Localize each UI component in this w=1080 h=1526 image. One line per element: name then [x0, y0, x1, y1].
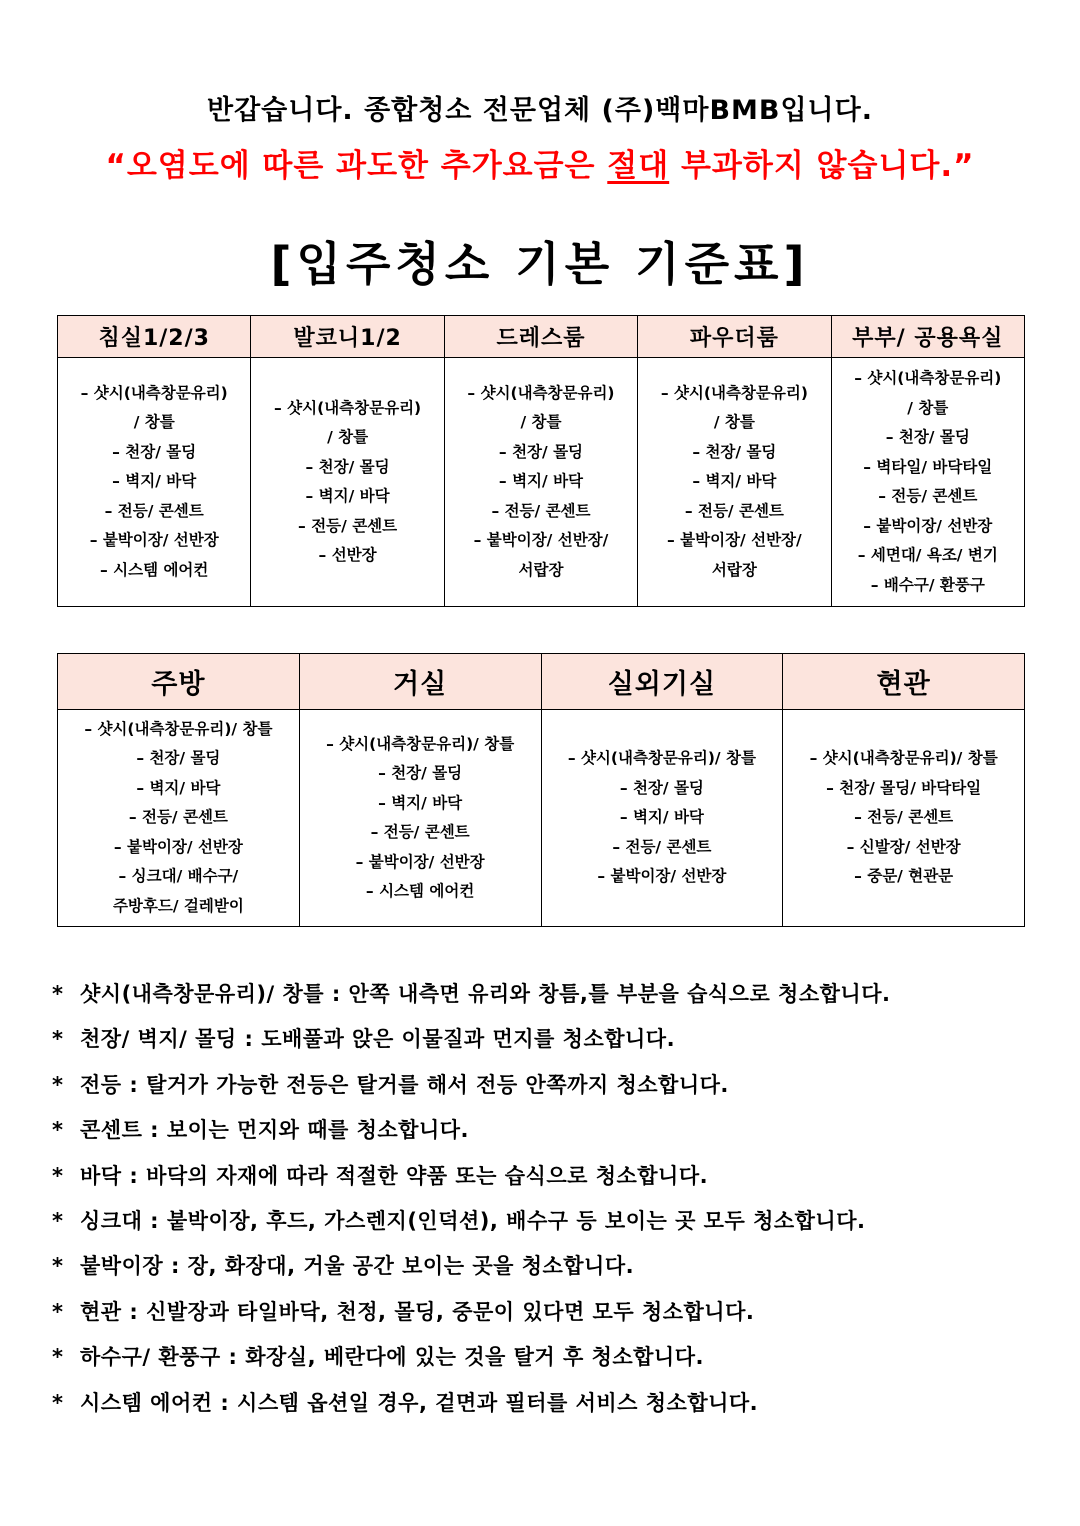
checklist-item: / 창틀: [133, 413, 175, 432]
powder-room-items: [638, 358, 831, 607]
checklist-item: – 샷시(내측창문유리): [80, 383, 228, 402]
header-powder-room: 파우더룸: [638, 316, 831, 358]
dressroom-items: [444, 358, 637, 607]
notice-text-after: 부과하지 않습니다.”: [669, 148, 975, 184]
checklist-item: – 벽지/ 바닥: [112, 472, 197, 491]
checklist-item: – 샷시(내측창문유리)/ 창틀: [84, 719, 273, 738]
note-text: 바닥 : 바닥의 자재에 따라 적절한 약품 또는 습식으로 청소합니다.: [80, 1163, 709, 1188]
note-item: [52, 1199, 1062, 1244]
bedroom-items: [58, 358, 251, 607]
checklist-item: – 선반장: [318, 546, 377, 564]
bullet-asterisk: *: [52, 1072, 64, 1097]
header-balcony: 발코니1/2: [251, 316, 444, 358]
header-dressroom: 드레스룸: [444, 316, 637, 358]
note-text: 현관 : 신발장과 타일바닥, 천정, 몰딩, 중문이 있다면 모두 청소합니다.: [80, 1299, 755, 1324]
note-item: [52, 1017, 1062, 1062]
bullet-asterisk: *: [52, 1299, 64, 1324]
checklist-item: – 전등/ 콘센트: [878, 487, 978, 505]
table2-body-row: [58, 710, 1025, 927]
checklist-item: – 중문/ 현관문: [854, 867, 954, 886]
checklist-item: – 배수구/ 환풍구: [870, 575, 985, 594]
note-text: 붙박이장 : 장, 화장대, 거울 공간 보이는 곳을 청소합니다.: [80, 1254, 635, 1279]
page-title: [입주청소 기본 기준표]: [270, 237, 810, 291]
checklist-item: – 샷시(내측창문유리)/ 창틀: [809, 749, 998, 768]
note-text: 시스템 에어컨 : 시스템 옵션일 경우, 겉면과 필터를 서비스 청소합니다.: [80, 1390, 759, 1415]
checklist-item: – 시스템 에어컨: [365, 882, 475, 900]
checklist-item: – 샷시(내측창문유리): [274, 398, 422, 417]
balcony-items: [251, 358, 444, 607]
checklist-item: – 전등/ 콘센트: [370, 823, 470, 841]
header-bathroom: 부부/ 공용욕실: [831, 316, 1024, 358]
checklist-item: – 샷시(내측창문유리): [854, 369, 1002, 387]
checklist-item: 서랍장: [518, 560, 564, 579]
notice-text-before: “오염도에 따른 과도한 추가요금은: [105, 148, 608, 184]
checklist-item: – 싱크대/ 배수구/: [118, 867, 239, 886]
checklist-item: 주방후드/ 걸레받이: [112, 896, 244, 915]
checklist-item: – 천장/ 몰딩: [305, 457, 390, 476]
checklist-item: – 신발장/ 선반장: [846, 837, 961, 856]
note-item: [52, 1063, 1062, 1108]
intro-heading: 반갑습니다. 종합청소 전문업체 (주)백마BMB입니다.: [207, 95, 873, 126]
note-item: [52, 1290, 1062, 1335]
checklist-item: – 시스템 에어컨: [100, 560, 209, 579]
checklist-item: – 천장/ 몰딩: [378, 764, 463, 782]
note-item: [52, 972, 1062, 1017]
bullet-asterisk: *: [52, 1254, 64, 1279]
table2-header-row: [58, 654, 1025, 710]
checklist-item: – 천장/ 몰딩: [692, 442, 777, 461]
header-utility-room: 실외기실: [541, 654, 783, 710]
checklist-item: – 벽지/ 바닥: [498, 472, 584, 491]
header-living-room: 거실: [299, 654, 541, 710]
note-text: 샷시(내측창문유리)/ 창틀 : 안쪽 내측면 유리와 창틈,틀 부분을 습식으로 청소합니다.: [80, 982, 891, 1006]
checklist-item: – 샷시(내측창문유리)/ 창틀: [326, 734, 515, 753]
note-item: [52, 1381, 1062, 1426]
checklist-item: – 벽지/ 바닥: [136, 778, 221, 797]
checklist-item: – 붙박이장/ 선반장/: [473, 531, 609, 550]
checklist-item: – 천장/ 몰딩: [112, 442, 197, 461]
checklist-item: – 전등/ 콘센트: [684, 501, 784, 520]
checklist-item: – 붙박이장/ 선반장: [113, 837, 243, 856]
table1-header-row: [58, 316, 1025, 358]
checklist-item: – 벽지/ 바닥: [378, 793, 463, 812]
checklist-item: – 붙박이장/ 선반장/: [667, 531, 802, 550]
note-text: 싱크대 : 붙박이장, 후드, 가스렌지(인덕션), 배수구 등 보이는 곳 모두 청소합니다.: [80, 1208, 866, 1233]
entrance-items: [783, 710, 1025, 927]
bathroom-items: [831, 358, 1024, 607]
header-entrance: 현관: [783, 654, 1025, 710]
header-kitchen: 주방: [58, 654, 300, 710]
checklist-item: 서랍장: [711, 560, 757, 579]
checklist-item: – 천장/ 몰딩: [885, 428, 970, 446]
note-item: [52, 1154, 1062, 1199]
checklist-item: – 샷시(내측창문유리): [660, 383, 808, 402]
kitchen-items: [58, 710, 300, 927]
checklist-item: – 전등/ 콘센트: [491, 501, 591, 520]
bullet-asterisk: *: [52, 982, 64, 1006]
checklist-item: / 창틀: [713, 413, 755, 432]
checklist-item: – 전등/ 콘센트: [128, 808, 228, 827]
checklist-item: – 벽타일/ 바닥타일: [863, 457, 993, 476]
checklist-item: – 천장/ 몰딩: [136, 749, 221, 768]
room-checklist-table-1: [57, 315, 1025, 607]
cleaning-notes-list: [52, 972, 1062, 1426]
checklist-item: – 세면대/ 욕조/ 변기: [857, 546, 998, 564]
note-item: [52, 1244, 1062, 1289]
checklist-item: – 천장/ 몰딩/ 바닥타일: [826, 778, 982, 797]
checklist-item: / 창틀: [327, 428, 369, 446]
checklist-item: – 전등/ 콘센트: [104, 501, 204, 520]
checklist-item: – 샷시(내측창문유리): [467, 383, 615, 402]
checklist-item: – 붙박이장/ 선반장: [597, 867, 727, 886]
checklist-item: – 전등/ 콘센트: [298, 516, 398, 535]
bullet-asterisk: *: [52, 1163, 64, 1188]
checklist-item: – 붙박이장/ 선반장: [863, 516, 993, 535]
note-item: [52, 1108, 1062, 1153]
header-bedroom: 침실1/2/3: [58, 316, 251, 358]
note-text: 천장/ 벽지/ 몰딩 : 도배풀과 앉은 이물질과 먼지를 청소합니다.: [80, 1027, 676, 1052]
note-text: 전등 : 탈거가 가능한 전등은 탈거를 해서 전등 안쪽까지 청소합니다.: [80, 1072, 729, 1097]
checklist-item: – 샷시(내측창문유리)/ 창틀: [567, 749, 756, 768]
utility-room-items: [541, 710, 783, 927]
note-item: [52, 1335, 1062, 1380]
checklist-item: – 붙박이장/ 선반장: [355, 852, 485, 871]
checklist-item: / 창틀: [520, 413, 562, 432]
table1-body-row: [58, 358, 1025, 607]
checklist-item: – 벽지/ 바닥: [619, 808, 704, 827]
bullet-asterisk: *: [52, 1118, 64, 1143]
room-checklist-table-2: [57, 653, 1025, 927]
bullet-asterisk: *: [52, 1208, 64, 1233]
bullet-asterisk: *: [52, 1390, 64, 1415]
checklist-item: – 벽지/ 바닥: [305, 487, 390, 505]
checklist-item: – 전등/ 콘센트: [612, 837, 712, 856]
checklist-item: – 천장/ 몰딩: [619, 778, 704, 797]
notice-text-emphasis: 절대: [607, 148, 670, 184]
note-text: 하수구/ 환풍구 : 화장실, 베란다에 있는 것을 탈거 후 청소합니다.: [80, 1345, 704, 1370]
checklist-item: / 창틀: [907, 398, 949, 417]
checklist-item: – 벽지/ 바닥: [692, 472, 777, 491]
checklist-item: – 천장/ 몰딩: [498, 442, 584, 461]
checklist-item: – 붙박이장/ 선반장: [89, 531, 219, 550]
checklist-item: – 전등/ 콘센트: [854, 808, 954, 827]
bullet-asterisk: *: [52, 1345, 64, 1370]
note-text: 콘센트 : 보이는 먼지와 때를 청소합니다.: [80, 1118, 470, 1143]
living-room-items: [299, 710, 541, 927]
bullet-asterisk: *: [52, 1027, 64, 1052]
no-extra-charge-notice: [0, 140, 1080, 185]
